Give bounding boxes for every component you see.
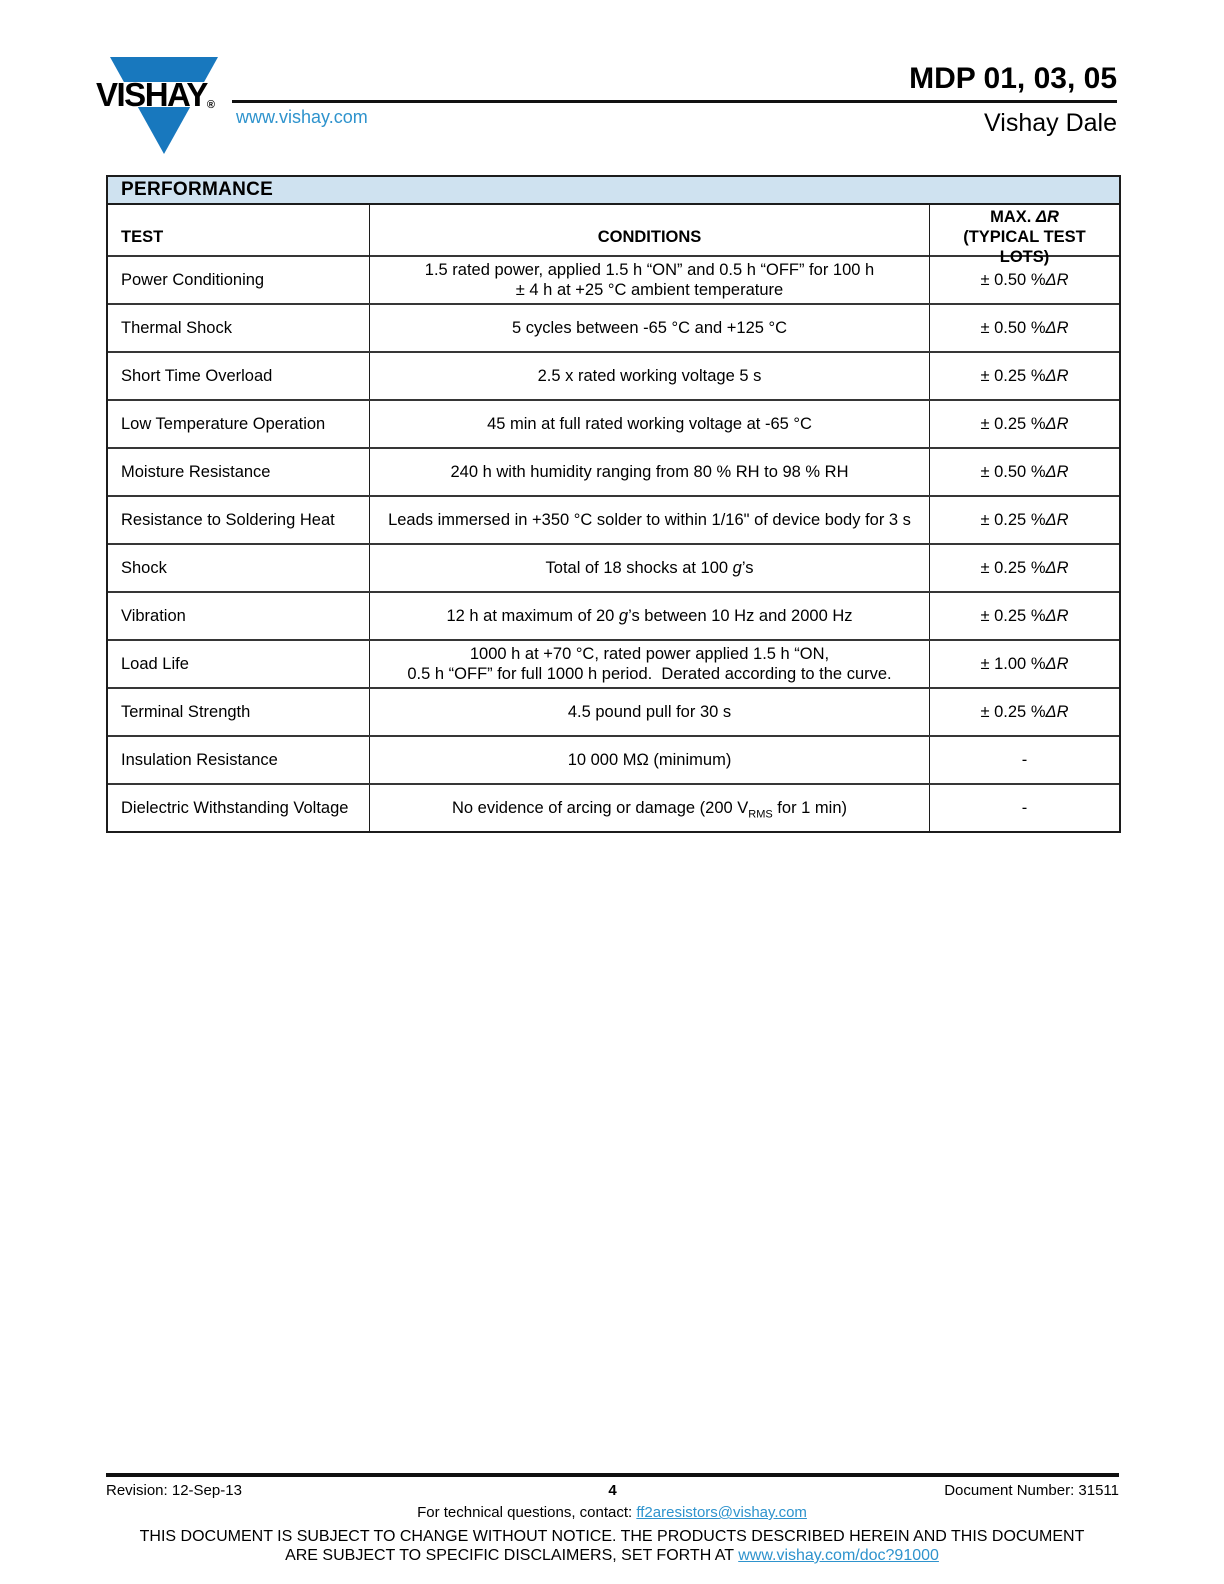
test-cell: Insulation Resistance bbox=[121, 751, 278, 769]
table-row bbox=[108, 783, 1119, 831]
max-delta-r-cell: ± 0.50 % ΔR bbox=[929, 257, 1119, 303]
column-header-max-dr: MAX. ΔR (TYPICAL TEST LOTS) bbox=[929, 205, 1119, 269]
table-row bbox=[108, 591, 1119, 639]
table-row bbox=[108, 495, 1119, 543]
test-cell: Resistance to Soldering Heat bbox=[121, 511, 335, 529]
table-row bbox=[108, 303, 1119, 351]
performance-table-body bbox=[108, 255, 1119, 831]
max-delta-r-cell: ± 0.25 % ΔR bbox=[929, 593, 1119, 639]
conditions-cell: Leads immersed in +350 °C solder to within 1/16" of device body for 3 s bbox=[369, 497, 929, 543]
conditions-cell: No evidence of arcing or damage (200 $V_{RMS}$ for 1 min) bbox=[369, 785, 929, 831]
max-delta-r-cell: ± 1.00 % ΔR bbox=[929, 641, 1119, 687]
table-row bbox=[108, 351, 1119, 399]
page-subtitle: Vishay Dale bbox=[984, 109, 1117, 137]
page-title: MDP 01, 03, 05 bbox=[909, 62, 1117, 95]
performance-section-title: PERFORMANCE bbox=[108, 177, 1119, 205]
conditions-cell: Total of 18 shocks at 100 g’s bbox=[369, 545, 929, 591]
conditions-cell: 45 min at full rated working voltage at -65 °C bbox=[369, 401, 929, 447]
conditions-cell: 5 cycles between -65 °C and +125 °C bbox=[369, 305, 929, 351]
revision-label: Revision: 12-Sep-13 bbox=[106, 1482, 242, 1499]
table-row bbox=[108, 399, 1119, 447]
conditions-cell: 4.5 pound pull for 30 s bbox=[369, 689, 929, 735]
conditions-cell: 12 h at maximum of 20 g’s between 10 Hz and 2000 Hz bbox=[369, 593, 929, 639]
max-delta-r-cell: - bbox=[929, 737, 1119, 783]
table-row bbox=[108, 639, 1119, 687]
table-header-row bbox=[108, 205, 1119, 266]
vishay-logo bbox=[96, 52, 228, 156]
disclaimer-doc-link[interactable]: www.vishay.com/doc?91000 bbox=[738, 1547, 939, 1564]
max-delta-r-cell: ± 0.50 % ΔR bbox=[929, 305, 1119, 351]
vishay-website-link[interactable]: www.vishay.com bbox=[236, 107, 368, 127]
test-cell: Short Time Overload bbox=[121, 367, 273, 385]
table-row bbox=[108, 255, 1119, 303]
max-delta-r-cell: ± 0.25 % ΔR bbox=[929, 353, 1119, 399]
footer-meta-row bbox=[106, 1482, 1119, 1499]
table-row bbox=[108, 735, 1119, 783]
conditions-cell: 240 h with humidity ranging from 80 % RH to 98 % RH bbox=[369, 449, 929, 495]
contact-email-link[interactable]: ff2aresistors@vishay.com bbox=[636, 1504, 807, 1521]
table-row bbox=[108, 543, 1119, 591]
conditions-cell: 1.5 rated power, applied 1.5 h “ON” and 0.5 h “OFF” for 100 h ± 4 h at +25 °C ambient temperature bbox=[369, 257, 929, 303]
header-divider bbox=[232, 100, 1117, 103]
page-number: 4 bbox=[608, 1482, 617, 1499]
max-delta-r-cell: - bbox=[929, 785, 1119, 831]
test-cell: Shock bbox=[121, 559, 167, 577]
contact-line: For technical questions, contact: ff2aresistors@vishay.com bbox=[417, 1504, 807, 1521]
test-cell: Power Conditioning bbox=[121, 271, 265, 289]
test-cell: Load Life bbox=[121, 655, 189, 673]
max-delta-r-cell: ± 0.25 % ΔR bbox=[929, 401, 1119, 447]
test-cell: Terminal Strength bbox=[121, 703, 251, 721]
test-cell: Vibration bbox=[121, 607, 186, 625]
conditions-cell: 2.5 x rated working voltage 5 s bbox=[369, 353, 929, 399]
registered-trademark-icon: ® bbox=[206, 99, 215, 111]
footer-divider bbox=[106, 1473, 1119, 1477]
test-cell: Thermal Shock bbox=[121, 319, 232, 337]
table-row bbox=[108, 687, 1119, 735]
max-delta-r-cell: ± 0.25 % ΔR bbox=[929, 545, 1119, 591]
test-cell: Dielectric Withstanding Voltage bbox=[121, 799, 349, 817]
performance-table bbox=[106, 175, 1121, 833]
document-number-label: Document Number: 31511 bbox=[944, 1482, 1120, 1499]
vishay-wordmark: VISHAY® bbox=[96, 76, 215, 113]
disclaimer-line-1: THIS DOCUMENT IS SUBJECT TO CHANGE WITHOUT NOTICE. THE PRODUCTS DESCRIBED HEREIN AND THIS DOCUMENT bbox=[139, 1528, 1085, 1545]
test-cell: Low Temperature Operation bbox=[121, 415, 326, 433]
table-row bbox=[108, 447, 1119, 495]
column-header-test: TEST bbox=[121, 228, 164, 246]
test-cell: Moisture Resistance bbox=[121, 463, 271, 481]
conditions-cell: 10 000 MΩ (minimum) bbox=[369, 737, 929, 783]
max-delta-r-cell: ± 0.50 % ΔR bbox=[929, 449, 1119, 495]
max-delta-r-cell: ± 0.25 % ΔR bbox=[929, 689, 1119, 735]
disclaimer-line-2: ARE SUBJECT TO SPECIFIC DISCLAIMERS, SET FORTH AT www.vishay.com/doc?91000 bbox=[285, 1547, 939, 1564]
column-header-conditions: CONDITIONS bbox=[369, 205, 929, 269]
conditions-cell: 1000 h at +70 °C, rated power applied 1.5 h “ON, 0.5 h “OFF” for full 1000 h period. Derated according to the curve. bbox=[369, 641, 929, 687]
max-delta-r-cell: ± 0.25 % ΔR bbox=[929, 497, 1119, 543]
